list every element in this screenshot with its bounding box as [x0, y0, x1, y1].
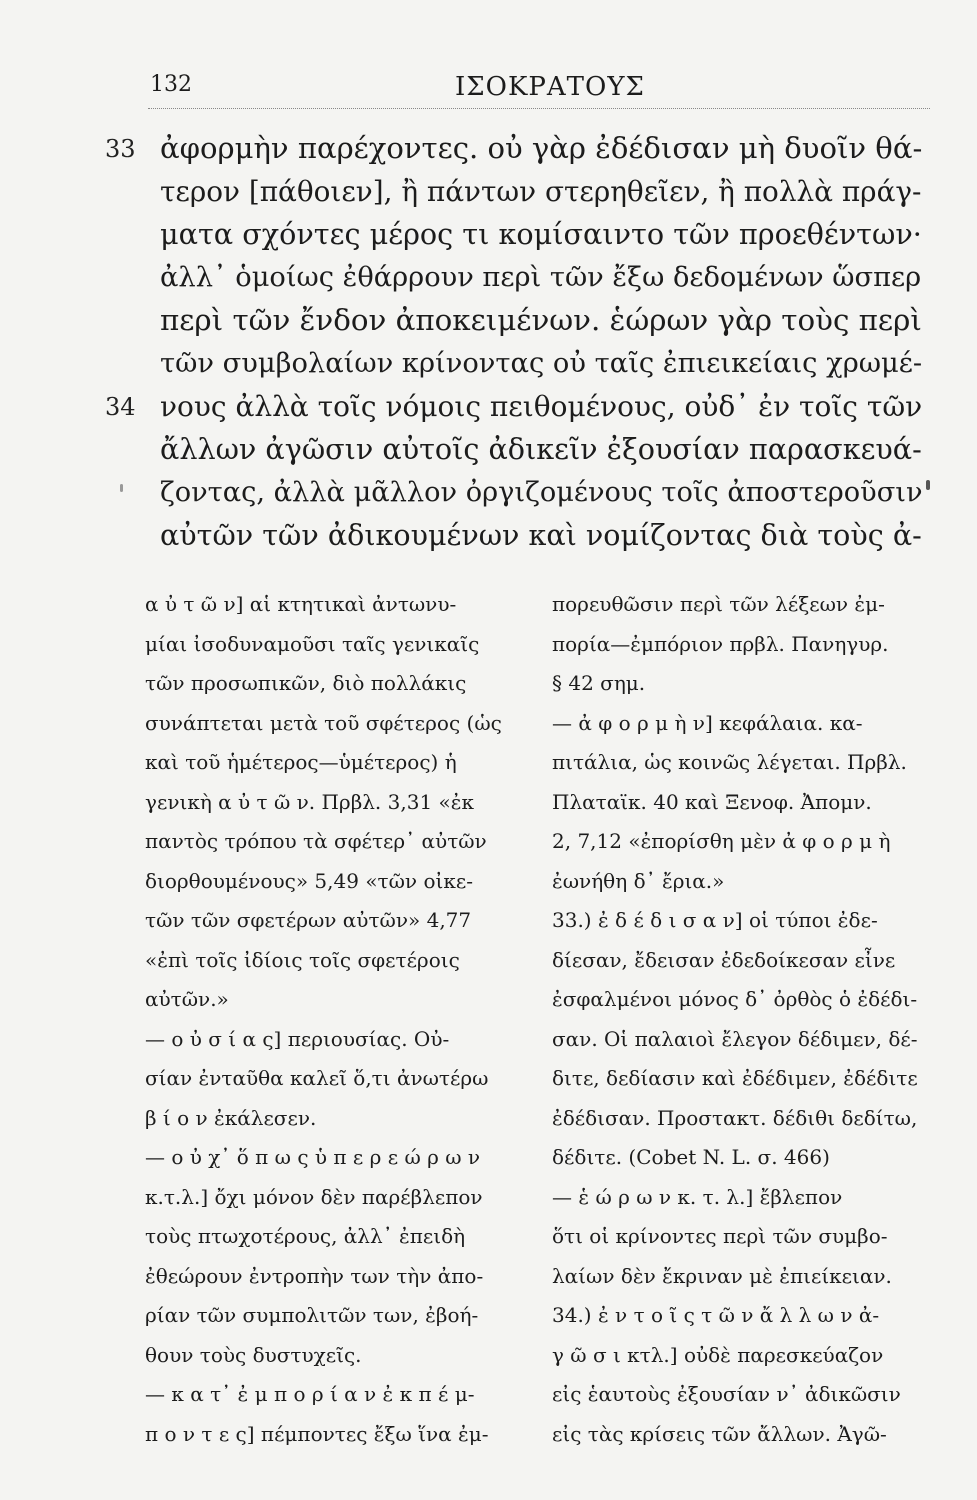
main-text-line: τῶν συμβολαίων κρίνοντας οὐ ταῖς ἐπιεικείαις χρωμέ-	[160, 348, 923, 379]
main-text-line: ἀλλ᾽ ὁμοίως ἐθάρρουν περὶ τῶν ἔξω δεδομένων ὥσπερ	[160, 262, 922, 293]
main-text	[160, 127, 930, 557]
page-number: 132	[150, 72, 192, 97]
note-line: π ο ν τ ε ς] πέμποντες ἔξω ἵνα ἐμ-	[145, 1421, 489, 1446]
note-line: ἐσφαλμένοι μόνος δ᾽ ὀρθὸς ὁ ἐδέδι-	[552, 987, 918, 1011]
note-line: διορθουμένους» 5,49 «τῶν οἰκε-	[145, 868, 473, 893]
note-line: ἐωνήθη δ᾽ ἔρια.»	[552, 868, 725, 893]
ink-smudge	[926, 480, 930, 490]
note-line: εἰς τὰς κρίσεις τῶν ἄλλων. Ἀγῶ-	[552, 1421, 887, 1446]
note-line: σίαν ἐνταῦθα καλεῖ ὅ,τι ἀνωτέρω	[145, 1066, 489, 1090]
note-line: «ἐπὶ τοῖς ἰδίοις τοῖς σφετέροις	[145, 947, 460, 972]
note-line: κ.τ.λ.] ὄχι μόνον δὲν παρέβλεπον	[145, 1184, 483, 1209]
note-line: γενικὴ α ὐ τ ῶ ν. Πρβλ. 3,31 «ἐκ	[145, 789, 475, 814]
note-line: α ὐ τ ῶ ν] αἱ κτητικαὶ ἀντωνυ-	[145, 592, 457, 616]
note-line: γ ῶ σ ι κτλ.] οὐδὲ παρεσκεύαζον	[552, 1342, 884, 1367]
main-text-line: ἄλλων ἀγῶσιν αὐτοῖς ἀδικεῖν ἐξουσίαν παρασκευά-	[160, 432, 922, 466]
note-line: διτε, δεδίασιν καὶ ἐδέδιμεν, ἐδέδιτε	[552, 1066, 918, 1090]
note-line: δίεσαν, ἔδεισαν ἐδεδοίκεσαν εἶνε	[552, 947, 896, 972]
note-line: — κ α τ᾽ ἐ μ π ο ρ ί α ν ἐ κ π έ μ-	[145, 1382, 475, 1406]
note-line: αὐτῶν.»	[145, 987, 229, 1011]
notes-left-column	[145, 585, 515, 1454]
note-line: πορία—ἐμπόριον πρβλ. Πανηγυρ.	[552, 631, 889, 656]
note-line: — ο ὐ χ᾽ ὅ π ω ς ὑ π ε ρ ε ώ ρ ω ν	[145, 1145, 481, 1169]
main-text-line: ματα σχόντες μέρος τι κομίσαιντο τῶν προεθέντων·	[160, 217, 922, 251]
page-header	[150, 62, 930, 102]
notes-right-column	[552, 585, 937, 1454]
note-line: 34.) ἐ ν τ ο ῖ ς τ ῶ ν ἄ λ λ ω ν ἀ-	[552, 1303, 880, 1327]
note-line: — ο ὐ σ ί α ς] περιουσίας. Οὐ-	[145, 1026, 450, 1051]
note-line: ὅτι οἱ κρίνοντες περὶ τῶν συμβο-	[552, 1224, 888, 1248]
main-text-line: περὶ τῶν ἔνδον ἀποκειμένων. ἑώρων γὰρ τοὺς περὶ	[160, 303, 922, 337]
main-text-line: νους ἀλλὰ τοῖς νόμοις πειθομένους, οὐδ᾽ ἐν τοῖς τῶν	[160, 390, 923, 423]
ink-smudge	[120, 484, 123, 492]
note-line: τοὺς πτωχοτέρους, ἀλλ᾽ ἐπειδὴ	[145, 1224, 466, 1248]
note-line: Πλαταϊκ. 40 καὶ Ξενοφ. Ἀπομν.	[552, 789, 872, 814]
note-line: πιτάλια, ὡς κοινῶς λέγεται. Πρβλ.	[552, 750, 907, 774]
note-line: τῶν τῶν σφετέρων αὐτῶν» 4,77	[145, 908, 472, 932]
note-line: ρίαν τῶν συμπολιτῶν των, ἐβοή-	[145, 1303, 479, 1327]
note-line: παντὸς τρόπου τὰ σφέτερ᾽ αὐτῶν	[145, 829, 487, 853]
main-text-line: τερον [πάθοιεν], ἢ πάντων στερηθεῖεν, ἢ πολλὰ πράγ-	[160, 175, 922, 208]
section-marker-33: 33	[105, 135, 136, 163]
main-text-line: ἀφορμὴν παρέχοντες. οὐ γὰρ ἐδέδισαν μὴ δυοῖν θά-	[160, 131, 923, 165]
note-line: ἐδέδισαν. Προστακτ. δέδιθι δεδίτω,	[552, 1105, 918, 1130]
note-line: δέδιτε. (Cobet N. L. σ. 466)	[552, 1145, 830, 1169]
note-line: β ί ο ν ἐκάλεσεν.	[145, 1105, 317, 1130]
note-line: μίαι ἰσοδυναμοῦσι ταῖς γενικαῖς	[145, 631, 480, 656]
section-marker-34: 34	[105, 393, 136, 421]
note-line: πορευθῶσιν περὶ τῶν λέξεων ἐμ-	[552, 592, 885, 616]
note-line: καὶ τοῦ ἡμέτερος—ὑμέτερος) ἡ	[145, 750, 457, 774]
note-line: εἰς ἑαυτοὺς ἐξουσίαν ν᾽ ἀδικῶσιν	[552, 1382, 901, 1406]
note-line: ἐθεώρουν ἐντροπὴν των τὴν ἀπο-	[145, 1263, 484, 1288]
header-rule	[148, 108, 930, 109]
note-line: § 42 σημ.	[552, 671, 646, 695]
note-line: λαίων δὲν ἔκριναν μὲ ἐπιείκειαν.	[552, 1263, 892, 1288]
note-line: θουν τοὺς δυστυχεῖς.	[145, 1342, 362, 1367]
running-title: ΙΣΟΚΡΑΤΟΥΣ	[455, 72, 645, 102]
note-line: 2, 7,12 «ἐπορίσθη μὲν ἀ φ ο ρ μ ὴ	[552, 829, 891, 853]
note-line: 33.) ἐ δ έ δ ι σ α ν] οἱ τύποι ἐδε-	[552, 908, 878, 932]
note-line: — ἑ ώ ρ ω ν κ. τ. λ.] ἔβλεπον	[552, 1184, 843, 1209]
note-line: συνάπτεται μετὰ τοῦ σφέτερος (ὡς	[145, 710, 502, 735]
note-line: τῶν προσωπικῶν, διὸ πολλάκις	[145, 671, 467, 695]
note-line: σαν. Οἱ παλαιοὶ ἔλεγον δέδιμεν, δέ-	[552, 1026, 918, 1051]
main-text-line: ζοντας, ἀλλὰ μᾶλλον ὀργιζομένους τοῖς ἀποστεροῦσιν	[160, 477, 923, 508]
note-line: — ἀ φ ο ρ μ ὴ ν] κεφάλαια. κα-	[552, 710, 863, 735]
main-text-line: αὐτῶν τῶν ἀδικουμένων καὶ νομίζοντας διὰ τοὺς ἀ-	[160, 518, 922, 552]
